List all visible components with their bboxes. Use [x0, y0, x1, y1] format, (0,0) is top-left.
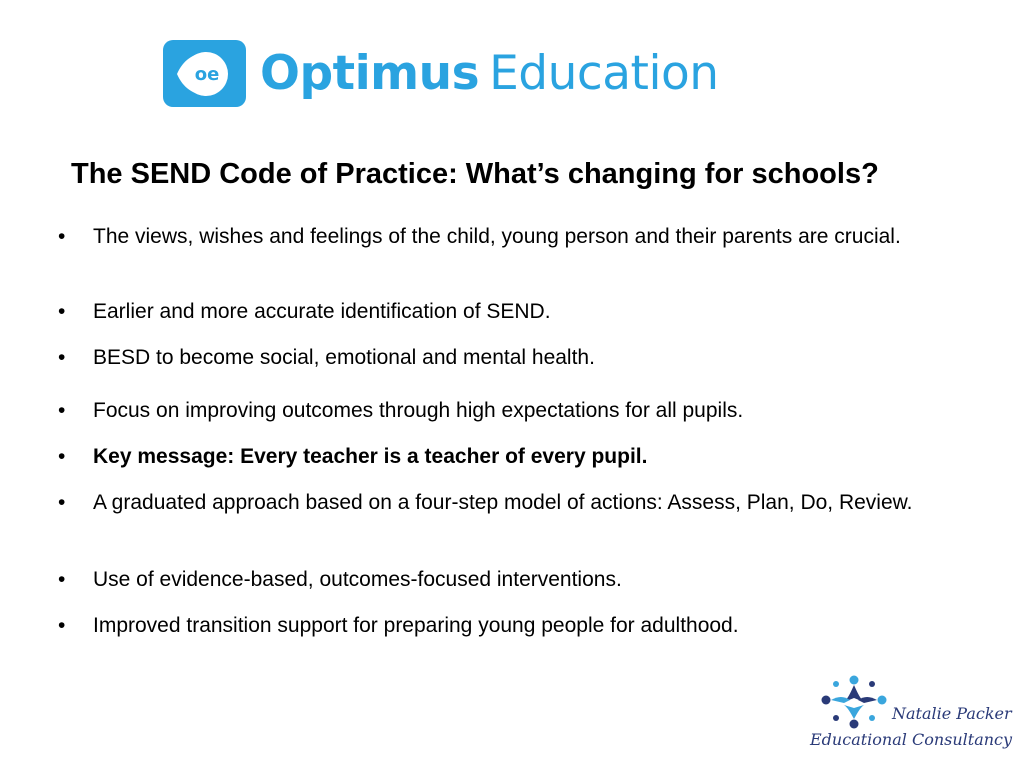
- bullet-text: Focus on improving outcomes through high expectations for all pupils.: [93, 399, 744, 422]
- bullet-item-key-message: [58, 441, 938, 472]
- bullet-item: [58, 487, 938, 518]
- consultancy-logo: [808, 672, 1020, 754]
- bullet-text: BESD to become social, emotional and mental health.: [93, 346, 595, 369]
- bullet-item: [58, 395, 938, 426]
- people-circle-icon: [814, 672, 894, 730]
- bullet-marker: •: [58, 445, 66, 468]
- bullet-text: The views, wishes and feelings of the child, young person and their parents are crucial.: [93, 225, 901, 248]
- bullet-item: [58, 564, 938, 595]
- optimus-education-logo-mark-icon: [163, 40, 246, 107]
- bullet-text: Use of evidence-based, outcomes-focused interventions.: [93, 568, 622, 591]
- bullet-text: Key message: Every teacher is a teacher of every pupil.: [93, 445, 648, 468]
- brand-word-education: Education: [489, 45, 719, 101]
- consultancy-subtitle: Educational Consultancy: [810, 730, 1013, 749]
- bullet-item: [58, 296, 938, 327]
- bullet-marker: •: [58, 225, 66, 248]
- bullet-marker: •: [58, 568, 66, 591]
- bullet-item: [58, 221, 938, 252]
- brand-mark-text: oe: [194, 63, 220, 85]
- bullet-text: Earlier and more accurate identification of SEND.: [93, 300, 551, 323]
- bullet-marker: •: [58, 346, 66, 369]
- brand-word-optimus: Optimus: [260, 45, 480, 101]
- bullet-text: Improved transition support for preparing young people for adulthood.: [93, 614, 739, 637]
- bullet-item: [58, 342, 938, 373]
- bullet-marker: •: [58, 300, 66, 323]
- slide-title: The SEND Code of Practice: What’s changing for schools?: [71, 158, 879, 190]
- consultancy-name: Natalie Packer: [892, 704, 1012, 723]
- bullet-marker: •: [58, 491, 66, 514]
- bullet-marker: •: [58, 399, 66, 422]
- bullet-text: A graduated approach based on a four-step model of actions: Assess, Plan, Do, Review.: [93, 491, 913, 514]
- bullet-item: [58, 610, 938, 641]
- bullet-marker: •: [58, 614, 66, 637]
- optimus-education-logo: [163, 38, 719, 108]
- brand-wordmark: [260, 45, 719, 101]
